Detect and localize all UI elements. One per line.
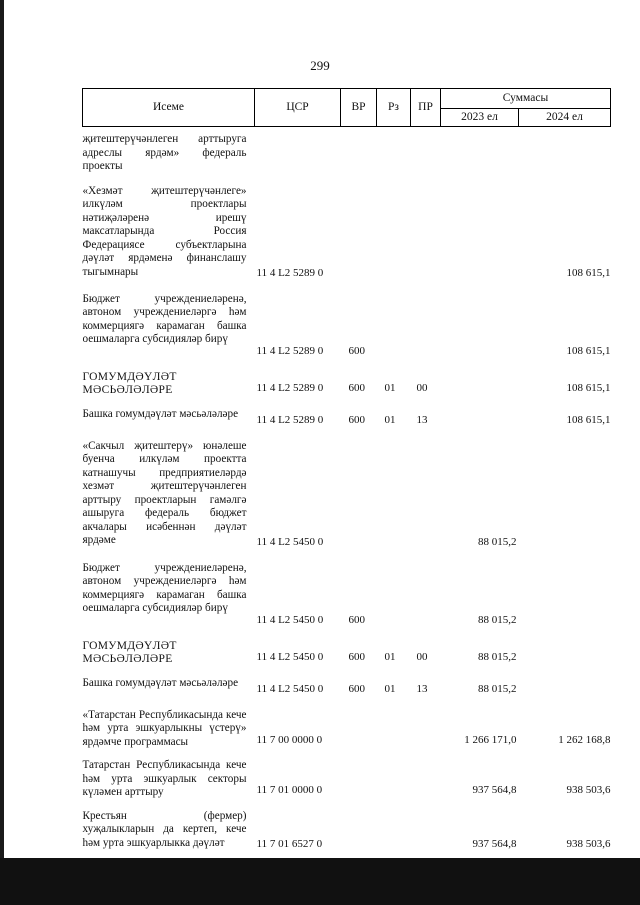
row-pr: 00 <box>416 651 428 663</box>
table-row <box>83 402 611 434</box>
row-amount-2023: 1 266 171,0 <box>464 733 517 746</box>
row-csr-code <box>255 127 341 179</box>
row-pr <box>411 287 441 365</box>
row-amount-2023: 88 015,2 <box>478 651 517 663</box>
row-rz <box>377 703 411 754</box>
row-pr <box>411 127 441 179</box>
row-pr <box>411 434 441 556</box>
header-year-2023: 2023 ел <box>441 109 519 127</box>
scan-left-edge <box>0 0 4 905</box>
row-amount-2023 <box>441 127 519 179</box>
row-amount-2024: 938 503,6 <box>566 838 611 850</box>
row-csr-code: 11 7 01 0000 0 <box>256 784 323 796</box>
budget-table <box>82 88 611 858</box>
row-vr <box>341 127 377 179</box>
row-rz <box>377 179 411 287</box>
row-amount-2024: 108 615,1 <box>566 382 611 394</box>
row-amount-2023 <box>441 287 519 365</box>
row-amount-2024: 108 615,1 <box>566 267 611 279</box>
row-name: Бюджет учреждениеләренә, автоном учреждениеләргә һәм коммерциягә карамаган башка оешмаларга субсидияләр бирү <box>82 292 247 345</box>
row-pr <box>411 179 441 287</box>
row-amount-2023: 88 015,2 <box>478 683 517 695</box>
table-header <box>83 89 611 127</box>
header-pr: ПР <box>411 89 441 127</box>
row-vr: 600 <box>348 345 365 357</box>
scan-bottom-band <box>0 858 640 905</box>
row-vr <box>341 703 377 754</box>
row-csr-code: 11 4 L2 5289 0 <box>256 382 324 394</box>
row-vr: 600 <box>348 382 365 394</box>
page-number: 299 <box>310 58 330 73</box>
row-amount-2024: 1 262 168,8 <box>558 733 611 746</box>
row-csr-code: 11 4 L2 5450 0 <box>256 683 324 695</box>
header-name: Исеме <box>83 89 255 127</box>
row-amount-2023: 937 564,8 <box>472 838 517 850</box>
table-row <box>83 671 611 703</box>
row-csr-code: 11 7 00 0000 0 <box>256 733 323 746</box>
row-vr <box>341 804 377 858</box>
row-vr: 600 <box>348 651 365 663</box>
row-rz <box>377 804 411 858</box>
row-name: ГОМУМДӘҮЛӘТ МӘСЬӘЛӘЛӘРЕ <box>82 370 177 396</box>
row-rz <box>377 127 411 179</box>
row-name: «Сакчыл җитештерү» юнәлеше буенча илкүләм проектта катнашучы предприятиеләрдә хезмәт җитештерүчәнлеген арттыру проектларын гамәлгә ашыруга федераль бюджет акчалары исәбеннән дәүләт ярдәме <box>82 439 247 546</box>
row-rz: 01 <box>384 382 396 394</box>
row-rz <box>377 753 411 804</box>
row-amount-2024 <box>519 634 611 671</box>
row-name: Татарстан Республикасында кече һәм урта эшкуарлык секторы күләмен арттыру <box>82 759 247 798</box>
row-csr-code: 11 4 L2 5289 0 <box>256 345 324 357</box>
row-pr: 00 <box>416 382 428 394</box>
row-pr: 13 <box>416 683 428 695</box>
row-csr-code: 11 4 L2 5450 0 <box>256 651 324 663</box>
row-amount-2023 <box>441 402 519 434</box>
row-amount-2024: 938 503,6 <box>566 784 611 796</box>
row-amount-2024 <box>519 671 611 703</box>
row-csr-code: 11 7 01 6527 0 <box>256 838 323 850</box>
row-pr <box>411 556 441 634</box>
row-amount-2023: 88 015,2 <box>478 536 517 548</box>
row-name: Крестьян (фермер) хуҗалыкларын да кертеп, кече һәм урта эшкуарлыкка дәүләт <box>82 809 247 849</box>
table-row <box>83 703 611 754</box>
row-pr <box>411 804 441 858</box>
row-rz <box>377 556 411 634</box>
row-csr-code: 11 4 L2 5450 0 <box>256 536 324 548</box>
header-csr: ЦСР <box>255 89 341 127</box>
row-vr <box>341 434 377 556</box>
row-csr-code: 11 4 L2 5289 0 <box>256 267 324 279</box>
row-name: Башка гомумдәүләт мәсьәләләре <box>82 676 239 689</box>
row-csr-code: 11 4 L2 5289 0 <box>256 414 324 426</box>
row-pr <box>411 703 441 754</box>
row-name: ГОМУМДӘҮЛӘТ МӘСЬӘЛӘЛӘРЕ <box>82 639 177 665</box>
row-name: җитештерүчәнлеген арттыруга адреслы ярдәм» федераль проекты <box>82 133 247 172</box>
row-pr: 13 <box>416 414 428 426</box>
row-rz: 01 <box>384 651 396 663</box>
row-amount-2024: 108 615,1 <box>566 414 611 426</box>
table-row <box>83 365 611 402</box>
row-amount-2023: 937 564,8 <box>472 784 517 796</box>
row-vr: 600 <box>348 414 365 426</box>
row-name: Бюджет учреждениеләренә, автоном учреждениеләргә һәм коммерциягә карамаган башка оешмаларга субсидияләр бирү <box>82 561 247 614</box>
row-amount-2024 <box>519 434 611 556</box>
row-rz <box>377 287 411 365</box>
row-csr-code: 11 4 L2 5450 0 <box>256 614 324 626</box>
row-rz <box>377 434 411 556</box>
row-vr <box>341 753 377 804</box>
row-vr <box>341 179 377 287</box>
row-amount-2024: 108 615,1 <box>566 345 611 357</box>
row-name: «Хезмәт җитештерүчәнлеге» илкүләм проектлары нәтиҗәләренә ирешү максатларында Россия Федерациясе субъектларына дәүләт ярдәменә финанслашу тыгымнары <box>82 184 247 278</box>
row-amount-2023 <box>441 179 519 287</box>
table-row <box>83 634 611 671</box>
row-pr <box>411 753 441 804</box>
row-vr: 600 <box>348 614 365 626</box>
row-amount-2023: 88 015,2 <box>478 614 517 626</box>
table-row <box>83 434 611 556</box>
row-vr: 600 <box>348 683 365 695</box>
header-sums: Суммасы <box>441 89 611 109</box>
row-rz: 01 <box>384 414 396 426</box>
table-row <box>83 804 611 858</box>
table-row <box>83 556 611 634</box>
row-amount-2024 <box>519 127 611 179</box>
table-row <box>83 753 611 804</box>
header-rz: Рз <box>377 89 411 127</box>
table-row <box>83 287 611 365</box>
table-row <box>83 179 611 287</box>
row-name: Башка гомумдәүләт мәсьәләләре <box>82 407 239 420</box>
row-amount-2023 <box>441 365 519 402</box>
header-vr: ВР <box>341 89 377 127</box>
table-row <box>83 127 611 179</box>
row-name: «Татарстан Республикасында кече һәм урта эшкуарлыкны үстерү» ярдәмче программасы <box>82 708 247 748</box>
header-year-2024: 2024 ел <box>519 109 611 127</box>
row-rz: 01 <box>384 683 396 695</box>
row-amount-2024 <box>519 556 611 634</box>
table-body <box>83 127 611 858</box>
